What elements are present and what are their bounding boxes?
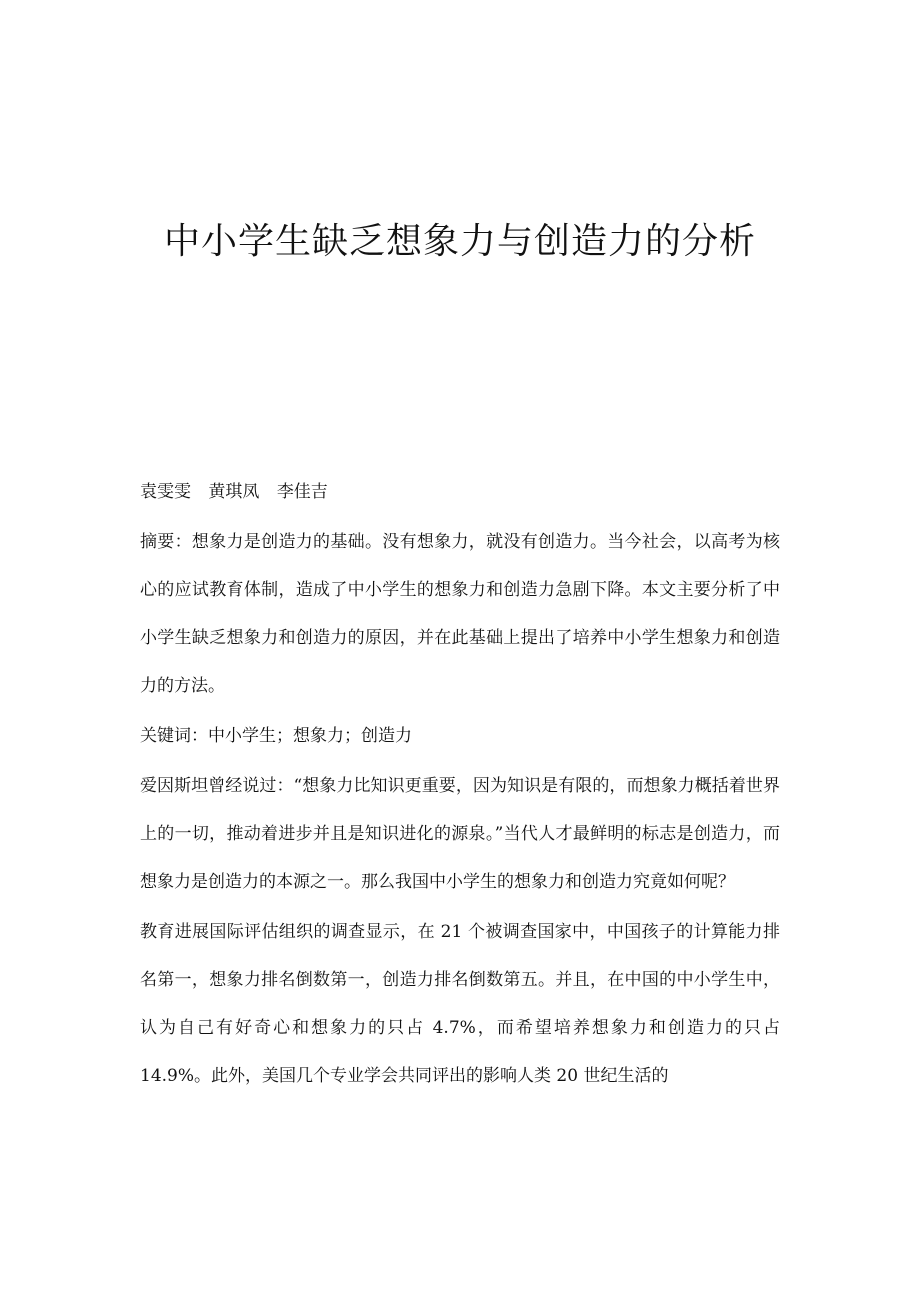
author-name: 李佳吉 [276, 482, 328, 502]
keywords-line: 关键词：中小学生；想象力；创造力 [140, 726, 412, 746]
author-name: 黄琪凤 [208, 482, 260, 502]
author-line [140, 468, 780, 516]
body-paragraph: 爱因斯坦曾经说过：“想象力比知识更重要，因为知识是有限的，而想象力概括着世界上的一切，推动着进步并且是知识进化的源泉。”当代人才最鲜明的标志是创造力，而想象力是创造力的本源之一。那么我国中小学生的想象力和创造力究竟如何呢？ [140, 776, 780, 892]
body-paragraph: 教育进展国际评估组织的调查显示，在 21 个被调查国家中，中国孩子的计算能力排名第一，想象力排名倒数第一，创造力排名倒数第五。并且，在中国的中小学生中，认为自己有好奇心和想象力的只占 4.7%，而希望培养想象力和创造力的只占 14.9%。此外，美国几个专业学会共同评出的影响人类 20 世纪生活的 [140, 922, 780, 1086]
document-title: 中小学生缺乏想象力与创造力的分析 [163, 221, 756, 262]
document-body [140, 468, 780, 1102]
abstract-paragraph: 摘要：想象力是创造力的基础。没有想象力，就没有创造力。当今社会，以高考为核心的应试教育体制，造成了中小学生的想象力和创造力急剧下降。本文主要分析了中小学生缺乏想象力和创造力的原因，并在此基础上提出了培养中小学生想象力和创造力的方法。 [140, 532, 780, 696]
author-name: 袁雯雯 [140, 482, 191, 502]
